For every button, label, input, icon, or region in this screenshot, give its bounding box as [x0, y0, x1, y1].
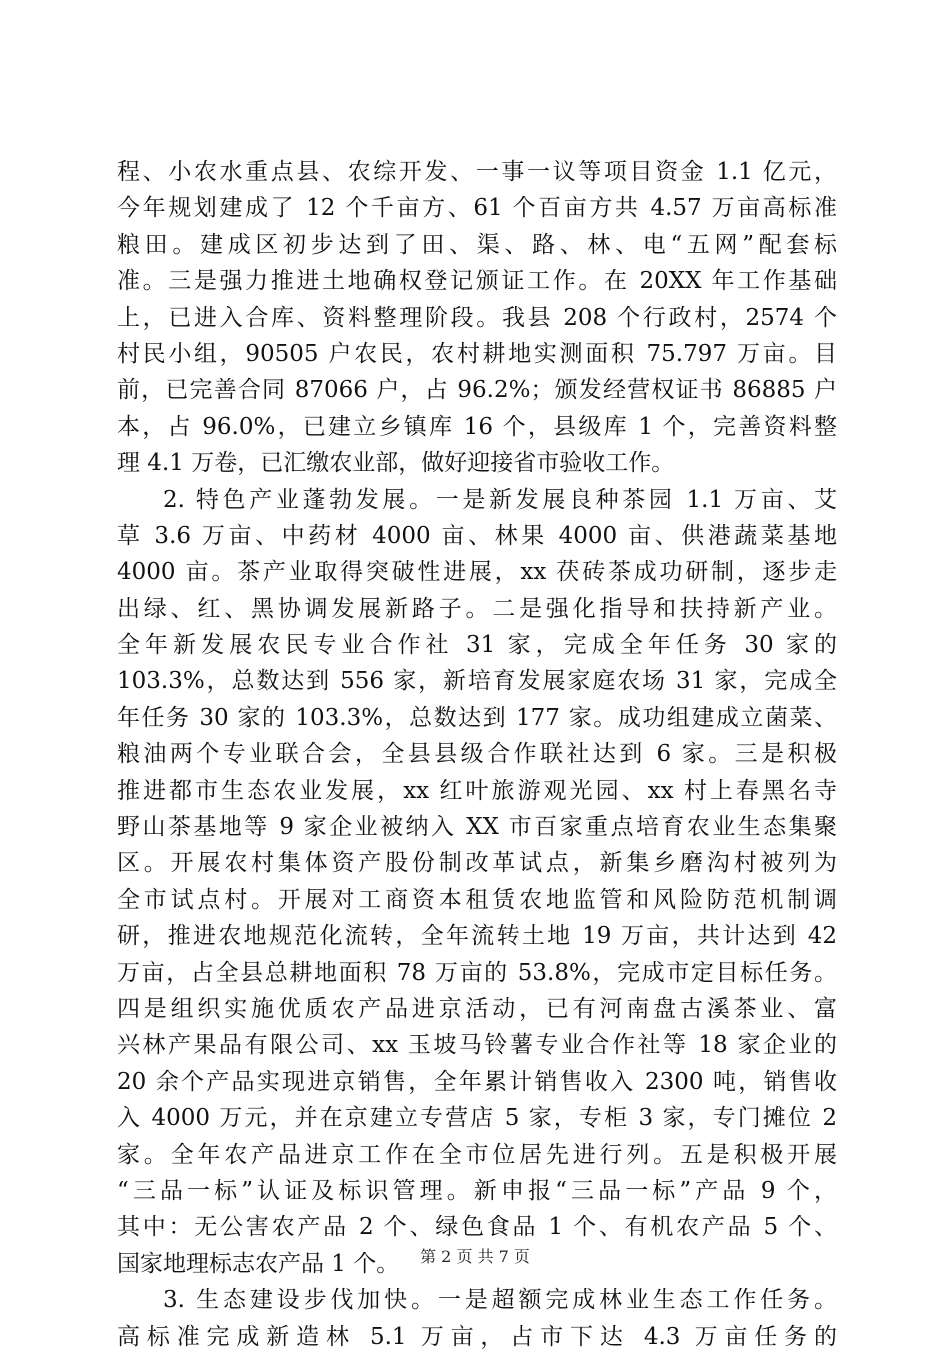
text-line: 四是组织实施优质农产品进京活动，已有河南盘古溪茶业、富 — [117, 995, 837, 1022]
text-line: 上，已进入合库、资料整理阶段。我县 208 个行政村，2574 个 — [117, 304, 837, 331]
page-number-footer: 第 2 页 共 7 页 — [420, 1247, 530, 1266]
text-line: 村民小组，90505 户农民，农村耕地实测面积 75.797 万亩。目 — [117, 340, 837, 367]
text-line: 国家地理标志农产品 1 个。 — [117, 1250, 400, 1277]
text-line: 粮田。建成区初步达到了田、渠、路、林、电“五网”配套标 — [117, 231, 837, 258]
text-line: 家。全年农产品进京工作在全市位居先进行列。五是积极开展 — [117, 1141, 837, 1168]
text-line: 准。三是强力推进土地确权登记颁证工作。在 20XX 年工作基础 — [117, 268, 837, 295]
text-line: 程、小农水重点县、农综开发、一事一议等项目资金 1.1 亿元， — [117, 159, 837, 185]
text-line: 全年新发展农民专业合作社 31 家，完成全年任务 30 家的 — [117, 632, 837, 659]
text-line: 兴林产果品有限公司、xx 玉坡马铃薯专业合作社等 18 家企业的 — [117, 1032, 837, 1059]
text-line: 103.3%，总数达到 556 家，新培育发展家庭农场 31 家，完成全 — [117, 668, 837, 695]
text-line: 区。开展农村集体资产股份制改革试点，新集乡磨沟村被列为 — [117, 850, 837, 877]
text-line: 入 4000 万元，并在京建立专营店 5 家，专柜 3 家，专门摊位 2 — [117, 1105, 837, 1132]
text-line: 4000 亩。茶产业取得突破性进展，xx 茯砖茶成功研制，逐步走 — [117, 559, 837, 586]
text-line: 高标准完成新造林 5.1 万亩，占市下达 4.3 万亩任务的 — [117, 1323, 837, 1350]
text-line: 全市试点村。开展对工商资本租赁农地监管和风险防范机制调 — [117, 886, 837, 913]
text-line: 推进都市生态农业发展，xx 红叶旅游观光园、xx 村上春黑名寺 — [117, 777, 837, 804]
text-line: 本，占 96.0%，已建立乡镇库 16 个，县级库 1 个，完善资料整 — [117, 413, 837, 440]
text-line: 野山茶基地等 9 家企业被纳入 XX 市百家重点培育农业生态集聚 — [117, 814, 837, 841]
text-line: 其中：无公害农产品 2 个、绿色食品 1 个、有机农产品 5 个、 — [117, 1214, 837, 1241]
text-line: 今年规划建成了 12 个千亩方、61 个百亩方共 4.57 万亩高标准 — [117, 195, 837, 222]
text-line: 草 3.6 万亩、中药材 4000 亩、林果 4000 亩、供港蔬菜基地 — [117, 522, 837, 549]
paragraph-start-line: 2. 特色产业蓬勃发展。一是新发展良种茶园 1.1 万亩、艾 — [163, 486, 837, 513]
text-line: 前，已完善合同 87066 户，占 96.2%；颁发经营权证书 86885 户 — [117, 377, 837, 404]
document-body — [117, 154, 837, 1355]
text-line: 年任务 30 家的 103.3%，总数达到 177 家。成功组建成立菌菜、 — [117, 704, 837, 731]
text-line: 研，推进农地规范化流转，全年流转土地 19 万亩，共计达到 42 — [117, 923, 837, 950]
text-line: 20 余个产品实现进京销售，全年累计销售收入 2300 吨，销售收 — [117, 1068, 837, 1095]
paragraph-start-line: 3. 生态建设步伐加快。一是超额完成林业生态工作任务。 — [163, 1287, 837, 1314]
text-line: 理 4.1 万卷，已汇缴农业部，做好迎接省市验收工作。 — [117, 450, 675, 477]
text-line: 万亩，占全县总耕地面积 78 万亩的 53.8%，完成市定目标任务。 — [117, 959, 837, 986]
text-line: “三品一标”认证及标识管理。新申报“三品一标”产品 9 个， — [117, 1177, 837, 1204]
text-line: 粮油两个专业联合会，全县县级合作联社达到 6 家。三是积极 — [117, 741, 837, 768]
text-line: 出绿、红、黑协调发展新路子。二是强化指导和扶持新产业。 — [117, 595, 837, 622]
